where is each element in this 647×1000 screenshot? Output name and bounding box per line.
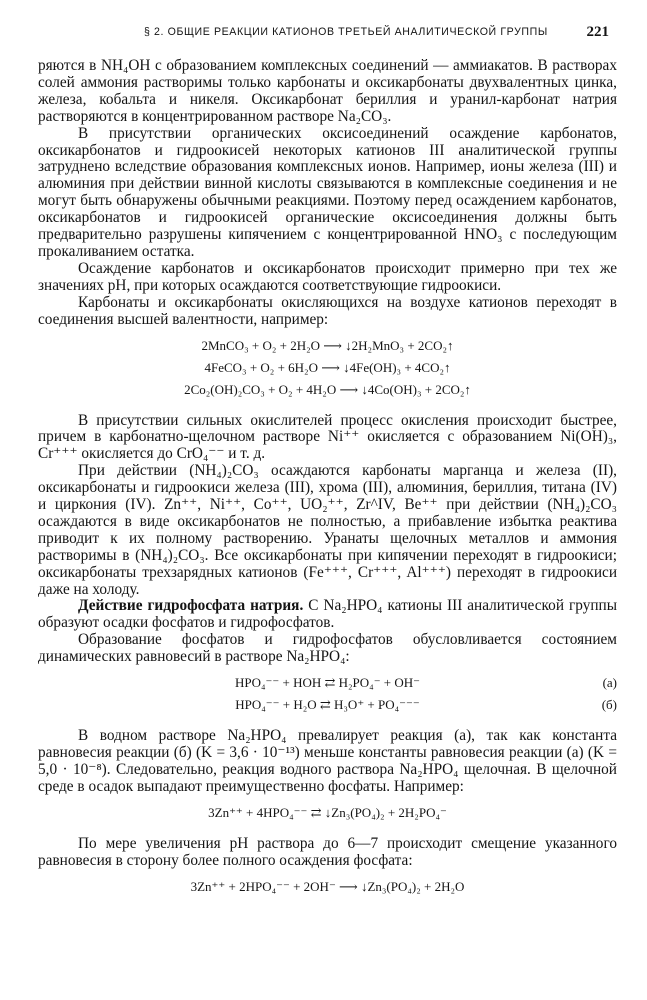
equation-zinc-phosphate-1: 3Zn⁺⁺ + 4HPO₄⁻⁻ ⇄ ↓Zn₃(PO₄)₂ + 2H₂PO₄⁻ — [208, 804, 447, 820]
page-header — [38, 24, 617, 44]
oxidation-equations — [38, 335, 617, 401]
section-heading: Действие гидрофосфата натрия. — [78, 597, 304, 615]
equation-zinc-phosphate-2: 3Zn⁺⁺ + 2HPO₄⁻⁻ + 2OH⁻ ⟶ ↓Zn₃(PO₄)₂ + 2H₂O — [190, 878, 465, 894]
paragraph-4: Карбонаты и оксикарбонаты окисляющихся на воздухе катионов переходят в соединения высшей валентности, например: — [38, 293, 617, 328]
page-body — [38, 58, 617, 910]
paragraph-9: В водном растворе Na₂HPO₄ превалирует реакция (а), так как константа равновесия реакции (б) (K = 3,6 · 10⁻¹³) меньше константы равновесия реакции (а) (K = 5,0 · 10⁻⁸). Следовательно, реакция водного раствора Na₂HPO₄ щелочная. В щелочной среде в осадок выпадают преимущественно фосфаты. Например: — [38, 727, 617, 795]
zinc-equation-2-block — [38, 876, 617, 898]
equation-equilibrium-a: HPO₄⁻⁻ + HOH ⇄ H₂PO₄⁻ + OH⁻ — [234, 675, 421, 691]
equation-label-a: (а) — [602, 675, 617, 691]
paragraph-2: В присутствии органических оксисоединений осаждение карбонатов, оксикарбонатов и гидроокисей некоторых катионов III аналитической группы затруднено вследствие образования комплексных ионов. Например, ионы железа (III) и алюминия при действии винной кислоты связываются в комплексные соединения и не могут быть обнаружены обычными реакциями. Поэтому перед осаждением карбонатов, оксикарбонатов и гидроокисей органические оксисоединения должны быть предварительно разрушены кипячением с концентрированной HNO₃ с последующим прокаливанием остатка. — [38, 124, 617, 260]
paragraph-10: По мере увеличения pH раствора до 6—7 происходит смещение указанного равновесия в сторону более полного осаждения фосфата: — [38, 834, 617, 869]
paragraph-7-text: С Na₂HPO₄ катионы III аналитической группы образуют осадки фосфатов и гидрофосфатов. — [38, 597, 617, 632]
paragraph-5: В присутствии сильных окислителей процесс окисления происходит быстрее, причем в карбонатно-щелочном растворе Ni⁺⁺ окисляется с образованием Ni(OH)₃, Cr⁺⁺⁺ окисляется до CrO₄⁻⁻ и т. д. — [38, 411, 617, 463]
equation-oxidation-co: 2Co₂(OH)₂CO₃ + O₂ + 4H₂O ⟶ ↓4Co(OH)₃ + 2CO₂↑ — [184, 381, 471, 397]
equation-oxidation-fe: 4FeCO₃ + O₂ + 6H₂O ⟶ ↓4Fe(OH)₃ + 4CO₂↑ — [204, 359, 451, 375]
running-title: § 2. ОБЩИЕ РЕАКЦИИ КАТИОНОВ ТРЕТЬЕЙ АНАЛИТИЧЕСКОЙ ГРУППЫ — [144, 26, 548, 38]
equation-equilibrium-b: HPO₄⁻⁻ + H₂O ⇄ H₃O⁺ + PO₄⁻⁻⁻ — [235, 697, 420, 713]
equation-oxidation-mn: 2MnCO₃ + O₂ + 2H₂O ⟶ ↓2H₂MnO₃ + 2CO₂↑ — [201, 337, 454, 353]
paragraph-8: Образование фосфатов и гидрофосфатов обусловливается состоянием динамических равновесий в растворе Na₂HPO₄: — [38, 631, 617, 666]
page-number: 221 — [586, 24, 609, 40]
zinc-equation-1-block — [38, 802, 617, 824]
paragraph-1: ряются в NH₄OH с образованием комплексных соединений — аммиакатов. В растворах солей аммония растворимы только карбонаты и оксикарбонаты двухвалентных цинка, железа, кобальта и никеля. Оксикарбонат бериллия и уранил-карбонат натрия растворяются в концентрированном растворе Na₂CO₃. — [38, 57, 617, 125]
equation-row-a — [38, 672, 617, 694]
paragraph-7 — [38, 598, 617, 632]
paragraph-6: При действии (NH₄)₂CO₃ осаждаются карбонаты марганца и железа (II), оксикарбонаты и гидроокиси железа (III), хрома (III), алюминия, бериллия, титана (IV) и циркония (IV). Zn⁺⁺, Ni⁺⁺, Co⁺⁺, UO₂⁺⁺, Zr^IV, Be⁺⁺ при действии (NH₄)₂CO₃ осаждаются в виде оксикарбонатов не полностью, а прибавление избытка реактива приводит к их полному растворению. Уранаты щелочных металлов и аммония растворимы в (NH₄)₂CO₃. Все оксикарбонаты при кипячении переходят в гидроокиси; оксикарбонаты трехзарядных катионов (Fe⁺⁺⁺, Cr⁺⁺⁺, Al⁺⁺⁺) переходят в гидроокиси даже на холоду. — [38, 462, 617, 598]
equation-row-b — [38, 694, 617, 716]
equilibrium-equations — [38, 672, 617, 716]
equation-label-b: (б) — [601, 697, 617, 713]
paragraph-3: Осаждение карбонатов и оксикарбонатов происходит примерно при тех же значениях pH, при которых осаждаются соответствующие гидроокиси. — [38, 259, 617, 294]
